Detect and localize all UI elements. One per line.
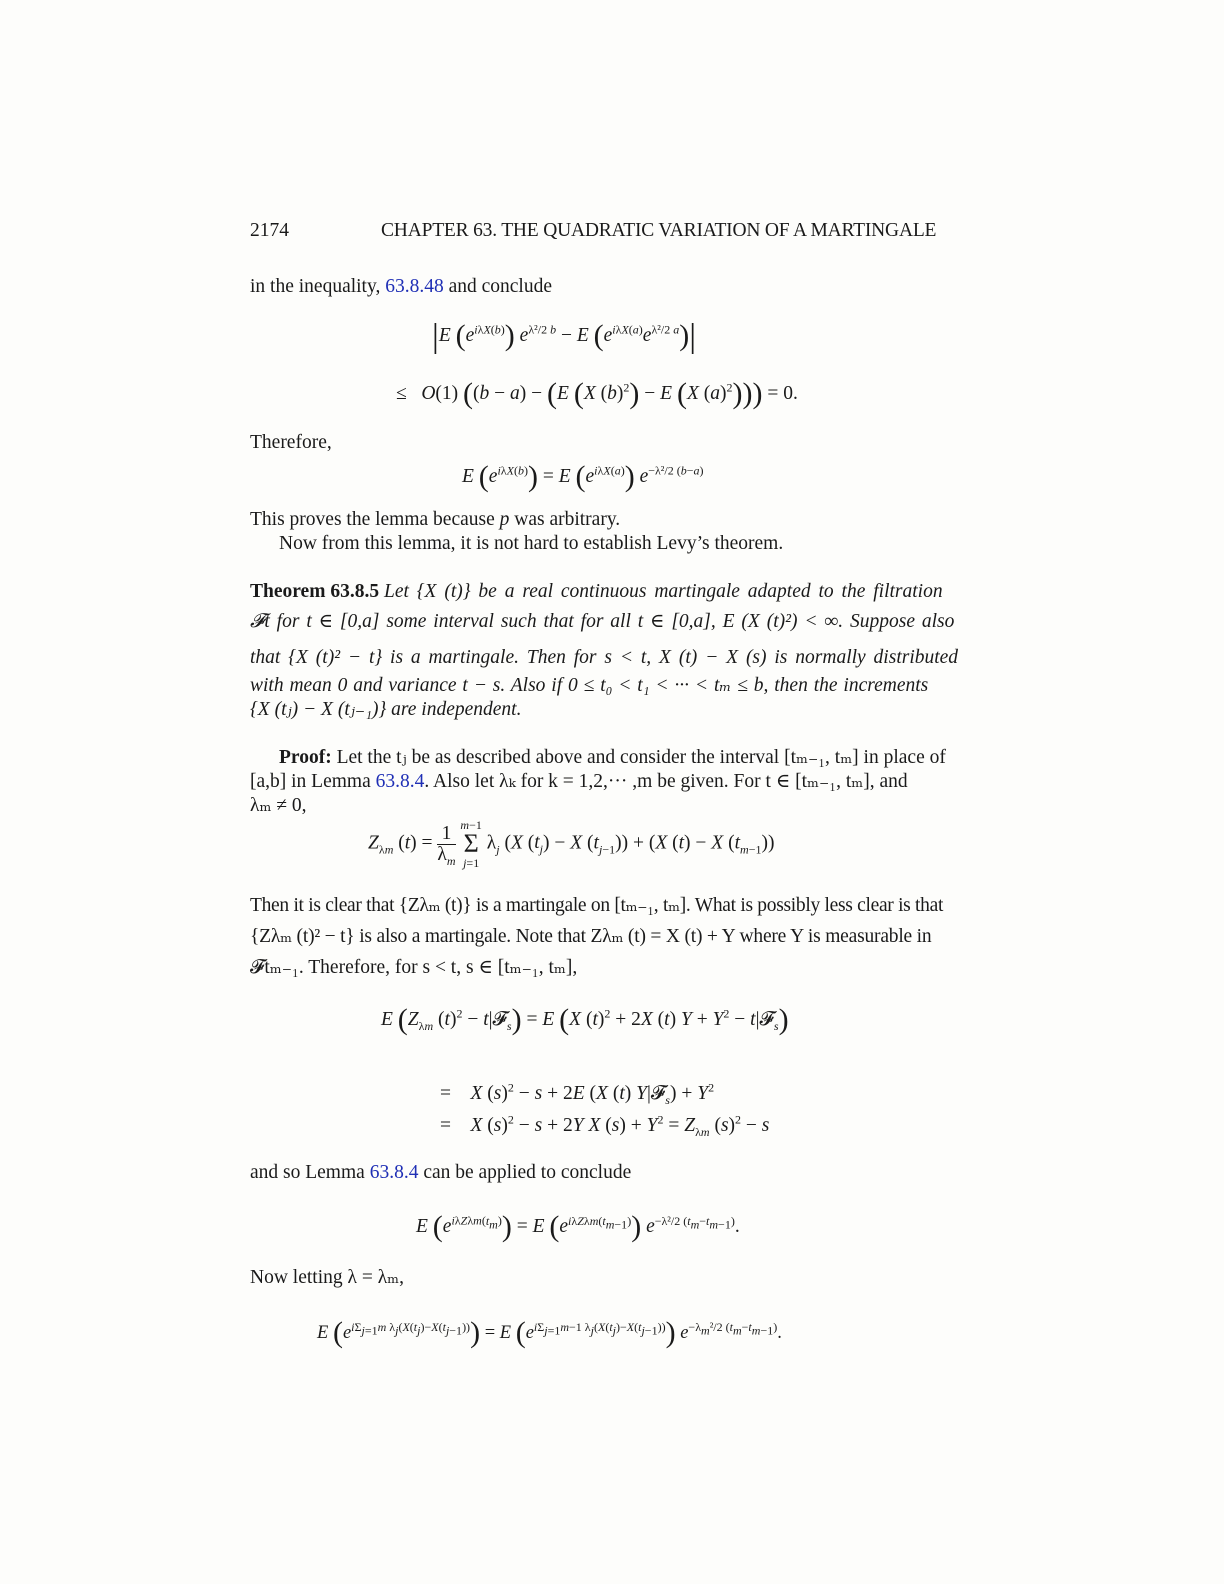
theorem-line-5: {X (tⱼ) − X (tⱼ₋₁)} are independent. <box>250 699 522 720</box>
lemma-proved-end: was arbitrary. <box>514 509 621 530</box>
lemma-proved-text: This proves the lemma because <box>250 509 495 530</box>
equation-5b: = X $(s)^2 - s + 2Y$ X $(s) + Y^2 = Z_{\lambda m}$ $(s)^2 - s$ <box>440 1112 770 1139</box>
lemma-proved-var: p <box>499 509 510 530</box>
equation-ref-link[interactable]: 63.8.48 <box>385 276 444 297</box>
proof-line-1 <box>279 746 946 770</box>
theorem-line-2: 𝓕t for t ∈ [0,a] some interval such that for all t ∈ [0,a], E (X (t)²) < ∞. Suppose also <box>250 611 955 632</box>
theorem-line-3: that {X (t)² − t} is a martingale. Then for s < t, X (t) − X (s) is normally distributed <box>250 647 959 668</box>
proof-text-2a: [a,b] in Lemma <box>250 771 371 792</box>
equation-5a: = X $(s)^2 - s + 2E$ (X (t) Y|𝓕$_s$) + $Y^2$ <box>440 1080 715 1107</box>
lemma-apply-text-b: can be applied to conclude <box>423 1162 632 1183</box>
theorem-line-1: Let {X (t)} be a real continuous martingale adapted to the filtration <box>383 581 943 602</box>
now-from-line: Now from this lemma, it is not hard to establish Levy’s theorem. <box>279 533 784 554</box>
equation-6: E $(e^{i\lambda Z\lambda m(t_m)}) = E$ $(e^{i\lambda Z\lambda m(t_{m-1})})$ $e^{-\lambda^2/2 (t_m-t_{m-1})}$. <box>416 1210 740 1243</box>
intro-text-a: in the inequality, <box>250 276 381 297</box>
intro-line <box>250 275 552 299</box>
para2-line-3: 𝓕tₘ₋₁. Therefore, for s < t, s ∈ [tₘ₋₁, tₘ], <box>250 957 578 978</box>
theorem-label: Theorem 63.8.5 <box>250 581 380 602</box>
equation-1-line-2: ≤ O(1) ((b − a) − (E (X $(b)^2) - E$ (X $(a)^2))) = 0$. <box>396 377 798 410</box>
equation-2: E $(e^{i\lambda X(b)}) = E$ $(e^{i\lambda X(a)})$ $e^{-\lambda^2/2 (b-a)}$ <box>462 460 704 493</box>
para2-line-2: {Zλₘ (t)² − t} is also a martingale. Note that Zλₘ (t) = X (t) + Y where Y is measurable in <box>250 926 932 947</box>
equation-4: E ($Z_{\lambda m}$ $(t)^2$ − t|𝓕$_s$) = E (X $(t)^2 + 2X$ (t) $Y + Y^2$ − t|𝓕$_s$) <box>381 1003 789 1036</box>
para2-line-1: Then it is clear that {Zλₘ (t)} is a martingale on [tₘ₋₁, tₘ]. What is possibly less clear is that <box>250 895 944 916</box>
lemma-apply-text-a: and so Lemma <box>250 1162 365 1183</box>
theorem-block <box>250 580 964 722</box>
equation-7: E $(e^{i\Sigma_{j=1}m \lambda_j(X(t_j)-X(t_{j-1}))}) = E$ $(e^{i\Sigma_{j=1}m-1 \lambda_j(X(t_j)-X(t_{j-1}))})$ $e^{-\lambda_m^2/2 (t_m-t_{m-1})}$. <box>317 1316 782 1349</box>
proof-text-1: Let the tⱼ be as described above and consider the interval [tₘ₋₁, tₘ] in place of <box>336 747 946 768</box>
proof-text-2b: . Also let λₖ for k = 1,2,··· ,m be given. For t ∈ [tₘ₋₁, tₘ], and <box>424 771 908 792</box>
proof-line-3: λₘ ≠ 0, <box>250 795 307 816</box>
lemma-apply-line <box>250 1161 631 1185</box>
lemma-ref-link[interactable]: 63.8.4 <box>375 771 425 792</box>
lemma-proved-line <box>250 508 620 532</box>
proof-label: Proof: <box>279 747 332 768</box>
lemma-apply-ref-link[interactable]: 63.8.4 <box>369 1162 419 1183</box>
now-letting-line: Now letting λ = λₘ, <box>250 1267 404 1288</box>
equation-1-line-1: |E $(e^{i\lambda X(b)}) e^{\lambda^2/2 b} - E$ $(e^{i\lambda X(a)}e^{\lambda^2/2 a})|$ <box>432 318 696 355</box>
equation-3: $Z_{\lambda m}$ (t) = $\frac{1}{\lambda_m}$ m−1 Σ j=1 $\lambda_j$ (X $(t_j) - X$ $(t_{j-1})) + (X$ (t) − X $(t_{m-1})$) <box>368 818 775 870</box>
page-number: 2174 <box>250 220 289 241</box>
proof-line-2 <box>250 770 908 794</box>
intro-text-b: and conclude <box>448 276 553 297</box>
therefore-label: Therefore, <box>250 432 332 453</box>
running-title: CHAPTER 63. THE QUADRATIC VARIATION OF A MARTINGALE <box>381 220 937 241</box>
theorem-line-4: with mean 0 and variance t − s. Also if 0 ≤ t₀ < t₁ < ··· < tₘ ≤ b, then the increments <box>250 675 929 696</box>
